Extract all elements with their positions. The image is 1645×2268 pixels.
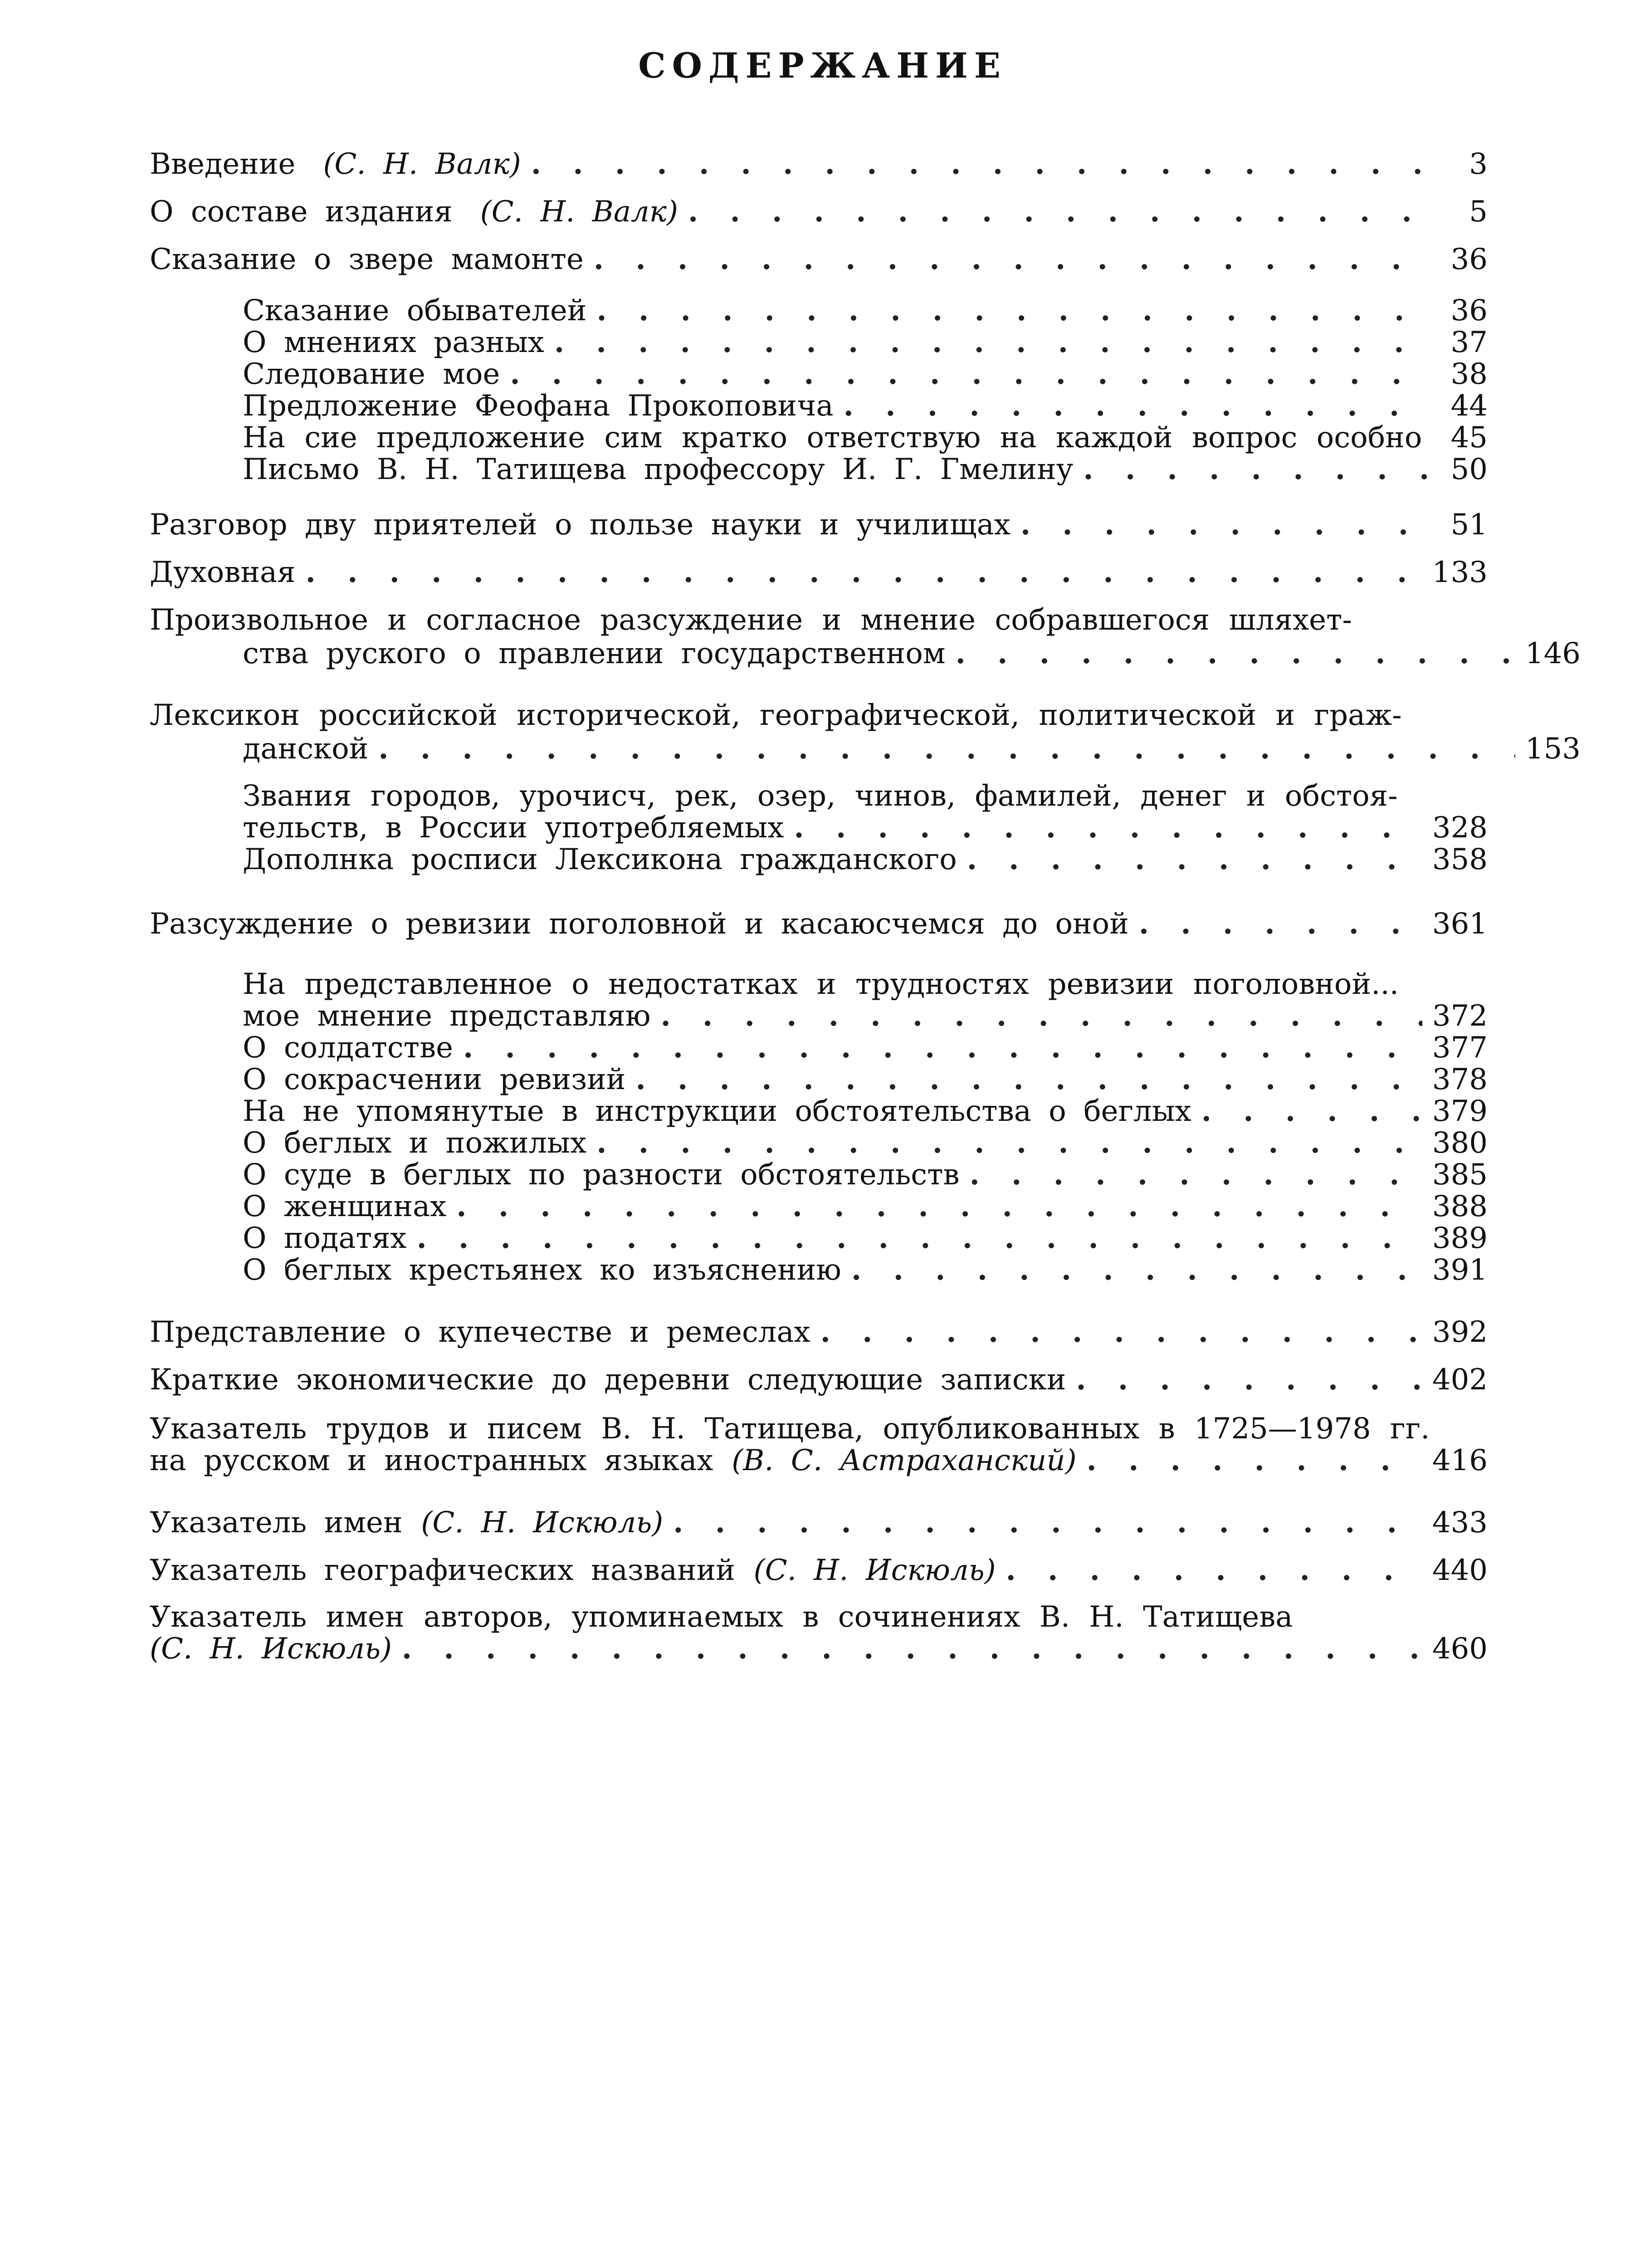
entry-title: О составе издания (150, 195, 453, 229)
page-number: 5 (1469, 195, 1488, 229)
entry-title: Духовная (150, 556, 296, 589)
toc-entry-ekonomicheskie[interactable] (150, 1363, 1488, 1397)
toc-subentry-zhenschinah[interactable] (243, 1191, 1488, 1222)
dot-leader (673, 1506, 1422, 1540)
page-number: 377 (1432, 1031, 1488, 1065)
entry-title: О солдатстве (243, 1031, 453, 1065)
toc-entry-o-sostave[interactable] (150, 195, 1488, 229)
dot-leader (463, 1032, 1422, 1064)
toc-entry-leksikon[interactable] (150, 699, 1581, 766)
toc-entry-skazanie-mamont[interactable] (150, 243, 1488, 276)
toc-subentry-sledovanie[interactable] (243, 358, 1488, 390)
toc-entry-ukazatel-avtorov[interactable] (150, 1601, 1488, 1665)
page-number: 380 (1432, 1126, 1488, 1160)
dot-leader (531, 147, 1428, 181)
toc-subentry-pismo[interactable] (243, 454, 1488, 485)
entry-author: (С. Н. Валк) (480, 195, 678, 229)
page-number: 36 (1450, 294, 1488, 327)
entry-title: О сокрасчении ревизий (243, 1063, 626, 1096)
page-number: 388 (1432, 1190, 1488, 1223)
page-number: 44 (1450, 389, 1488, 423)
page-number: 416 (1432, 1444, 1488, 1477)
page-number: 153 (1525, 732, 1581, 766)
dot-leader (596, 295, 1428, 327)
page-number: 37 (1450, 326, 1488, 359)
dot-leader (306, 556, 1422, 589)
dot-leader (688, 195, 1428, 229)
entry-title-line-1: Указатель имен авторов, упоминаемых в сочинениях В. Н. Татищева (150, 1600, 1293, 1634)
entry-title-line-2: ства руского о правлении государственном (243, 637, 946, 670)
page-number: 433 (1432, 1506, 1488, 1540)
toc-subentry-otvetstvuyu[interactable] (243, 422, 1488, 454)
page-number: 385 (1432, 1158, 1488, 1192)
dot-leader (402, 1633, 1422, 1665)
dot-leader (1087, 1445, 1422, 1476)
entry-title: О суде в беглых по разности обстоятельств (243, 1158, 960, 1192)
entry-title-line-1: Указатель трудов и писем В. Н. Татищева, опубликованных в 1725—1978 гг. (150, 1412, 1430, 1446)
entry-title: О беглых и пожилых (243, 1126, 587, 1160)
page-number: 50 (1450, 453, 1488, 486)
entry-title: Указатель имен (150, 1506, 403, 1540)
toc-subentry-mneniyah[interactable] (243, 327, 1488, 358)
dot-leader (851, 1254, 1422, 1286)
toc-entry-razgovor[interactable] (150, 508, 1488, 542)
entry-title: О женщинах (243, 1190, 447, 1223)
dot-leader (1020, 508, 1428, 542)
page-number: 328 (1432, 811, 1488, 845)
entry-title-line-1: Произвольное и согласное разсуждение и мнение собравшегося шляхет- (150, 603, 1352, 637)
dot-leader (794, 812, 1422, 844)
page-number: 402 (1432, 1363, 1488, 1397)
page-number: 372 (1432, 999, 1488, 1033)
dot-leader (1006, 1554, 1422, 1587)
toc-entry-duhovnaya[interactable] (150, 556, 1488, 589)
page-number: 361 (1432, 907, 1488, 941)
toc-subentry-podatyah[interactable] (243, 1222, 1488, 1254)
entry-title: О мнениях разных (243, 326, 544, 359)
entry-author: (С. Н. Искюль) (150, 1632, 392, 1666)
toc-entry-ukazatel-trudov[interactable] (150, 1413, 1488, 1476)
toc-entry-kupechestve[interactable] (150, 1315, 1488, 1349)
dot-leader (596, 1127, 1422, 1159)
entry-title-line-2: тельств, в России употребляемых (243, 811, 784, 845)
page-number: 378 (1432, 1063, 1488, 1096)
dot-leader (510, 358, 1428, 390)
dot-leader (1201, 1095, 1422, 1127)
page-number: 391 (1432, 1253, 1488, 1287)
toc-entry-ukazatel-geo[interactable] (150, 1554, 1488, 1587)
toc-subentry-zvaniya[interactable] (243, 780, 1488, 844)
dot-leader (660, 1000, 1422, 1032)
entry-title: Следование мое (243, 357, 500, 391)
dot-leader (1139, 907, 1422, 941)
page-number: 379 (1432, 1095, 1488, 1128)
dot-leader (1083, 454, 1428, 485)
entry-title: О беглых крестьянех ко изъяснению (243, 1253, 841, 1287)
page-number: 133 (1432, 556, 1488, 589)
toc-subentry-sude[interactable] (243, 1159, 1488, 1191)
toc-entry-vvedenie[interactable] (150, 147, 1488, 181)
entry-title-line-1: Лексикон российской исторической, географической, политической и граж- (150, 699, 1402, 732)
dot-leader (956, 637, 1515, 670)
entry-author: (С. Н. Валк) (323, 147, 521, 181)
toc-subentry-sokrasch[interactable] (243, 1064, 1488, 1095)
entry-title: На сие предложение сим кратко ответствую на каждой вопрос особно (243, 421, 1422, 455)
dot-leader (820, 1315, 1422, 1349)
page-number: 440 (1432, 1554, 1488, 1587)
entry-title: Разговор дву приятелей о пользе науки и училищах (150, 508, 1010, 542)
page-number: 36 (1450, 243, 1488, 276)
toc-subentry-predlozhenie[interactable] (243, 390, 1488, 422)
page-number: 51 (1450, 508, 1488, 542)
toc-entry-razsuzhdenie[interactable] (150, 907, 1488, 941)
toc-subentry-obyvateley[interactable] (243, 295, 1488, 327)
page-number: 460 (1432, 1632, 1488, 1666)
dot-leader (635, 1064, 1422, 1095)
page-number: 38 (1450, 357, 1488, 391)
dot-leader (967, 844, 1422, 875)
entry-title: На не упомянутые в инструкции обстоятельства о беглых (243, 1095, 1191, 1128)
toc-entry-ukazatel-imen[interactable] (150, 1506, 1488, 1540)
entry-title-line-1: Звания городов, урочисч, рек, озер, чинов, фамилей, денег и обстоя- (243, 779, 1398, 813)
page-number: 146 (1525, 637, 1581, 670)
entry-title-line-2: мое мнение представляю (243, 999, 651, 1033)
toc-subentry-beglyh-pozhilyh[interactable] (243, 1127, 1488, 1159)
entry-title: Краткие экономические до деревни следующие записки (150, 1363, 1066, 1397)
entry-title-line-2: на русском и иностранных языках (150, 1444, 713, 1477)
entry-title: Разсуждение о ревизии поголовной и касаюсчемся до оной (150, 907, 1129, 941)
page-number: 358 (1432, 843, 1488, 876)
dot-leader (456, 1191, 1422, 1222)
entry-title: Введение (150, 147, 296, 181)
toc-subentry-ne-upomyanutye[interactable] (243, 1095, 1488, 1127)
page-number: 45 (1450, 421, 1488, 455)
entry-title-line-1: На представленное о недостатках и трудностях ревизии поголовной... (243, 968, 1399, 1001)
page-number: 389 (1432, 1222, 1488, 1255)
dot-leader (554, 327, 1428, 358)
toc-subentry-krestyaneh[interactable] (243, 1254, 1488, 1286)
entry-author: (В. С. Астраханский) (732, 1444, 1077, 1477)
toc-subentry-soldatstve[interactable] (243, 1032, 1488, 1064)
dot-leader (378, 732, 1515, 766)
dot-leader (844, 390, 1428, 422)
entry-title: Сказание о звере мамонте (150, 243, 584, 276)
entry-title: Указатель географических названий (150, 1554, 735, 1587)
entry-author: (С. Н. Искюль) (753, 1554, 996, 1587)
entry-title: Предложение Феофана Прокоповича (243, 389, 834, 423)
page-number: 3 (1469, 147, 1488, 181)
toc-subentry-predstavlennoe[interactable] (243, 968, 1488, 1032)
toc-entry-proizvolnoe[interactable] (150, 603, 1581, 670)
dot-leader (594, 243, 1428, 276)
dot-leader (970, 1159, 1422, 1191)
dot-leader (416, 1222, 1422, 1254)
entry-title: Письмо В. Н. Татищева профессору И. Г. Гмелину (243, 453, 1074, 486)
entry-author: (С. Н. Искюль) (421, 1506, 664, 1540)
entry-title: Представление о купечестве и ремеслах (150, 1315, 810, 1349)
entry-title: Дополнка росписи Лексикона гражданского (243, 843, 957, 876)
page-number: 392 (1432, 1315, 1488, 1349)
entry-title: Сказание обывателей (243, 294, 587, 327)
page-title: СОДЕРЖАНИЕ (638, 45, 1007, 86)
entry-title-line-2: данской (243, 732, 369, 766)
toc-subentry-dopolnka[interactable] (243, 844, 1488, 875)
dot-leader (1076, 1363, 1422, 1397)
entry-title: О податях (243, 1222, 407, 1255)
